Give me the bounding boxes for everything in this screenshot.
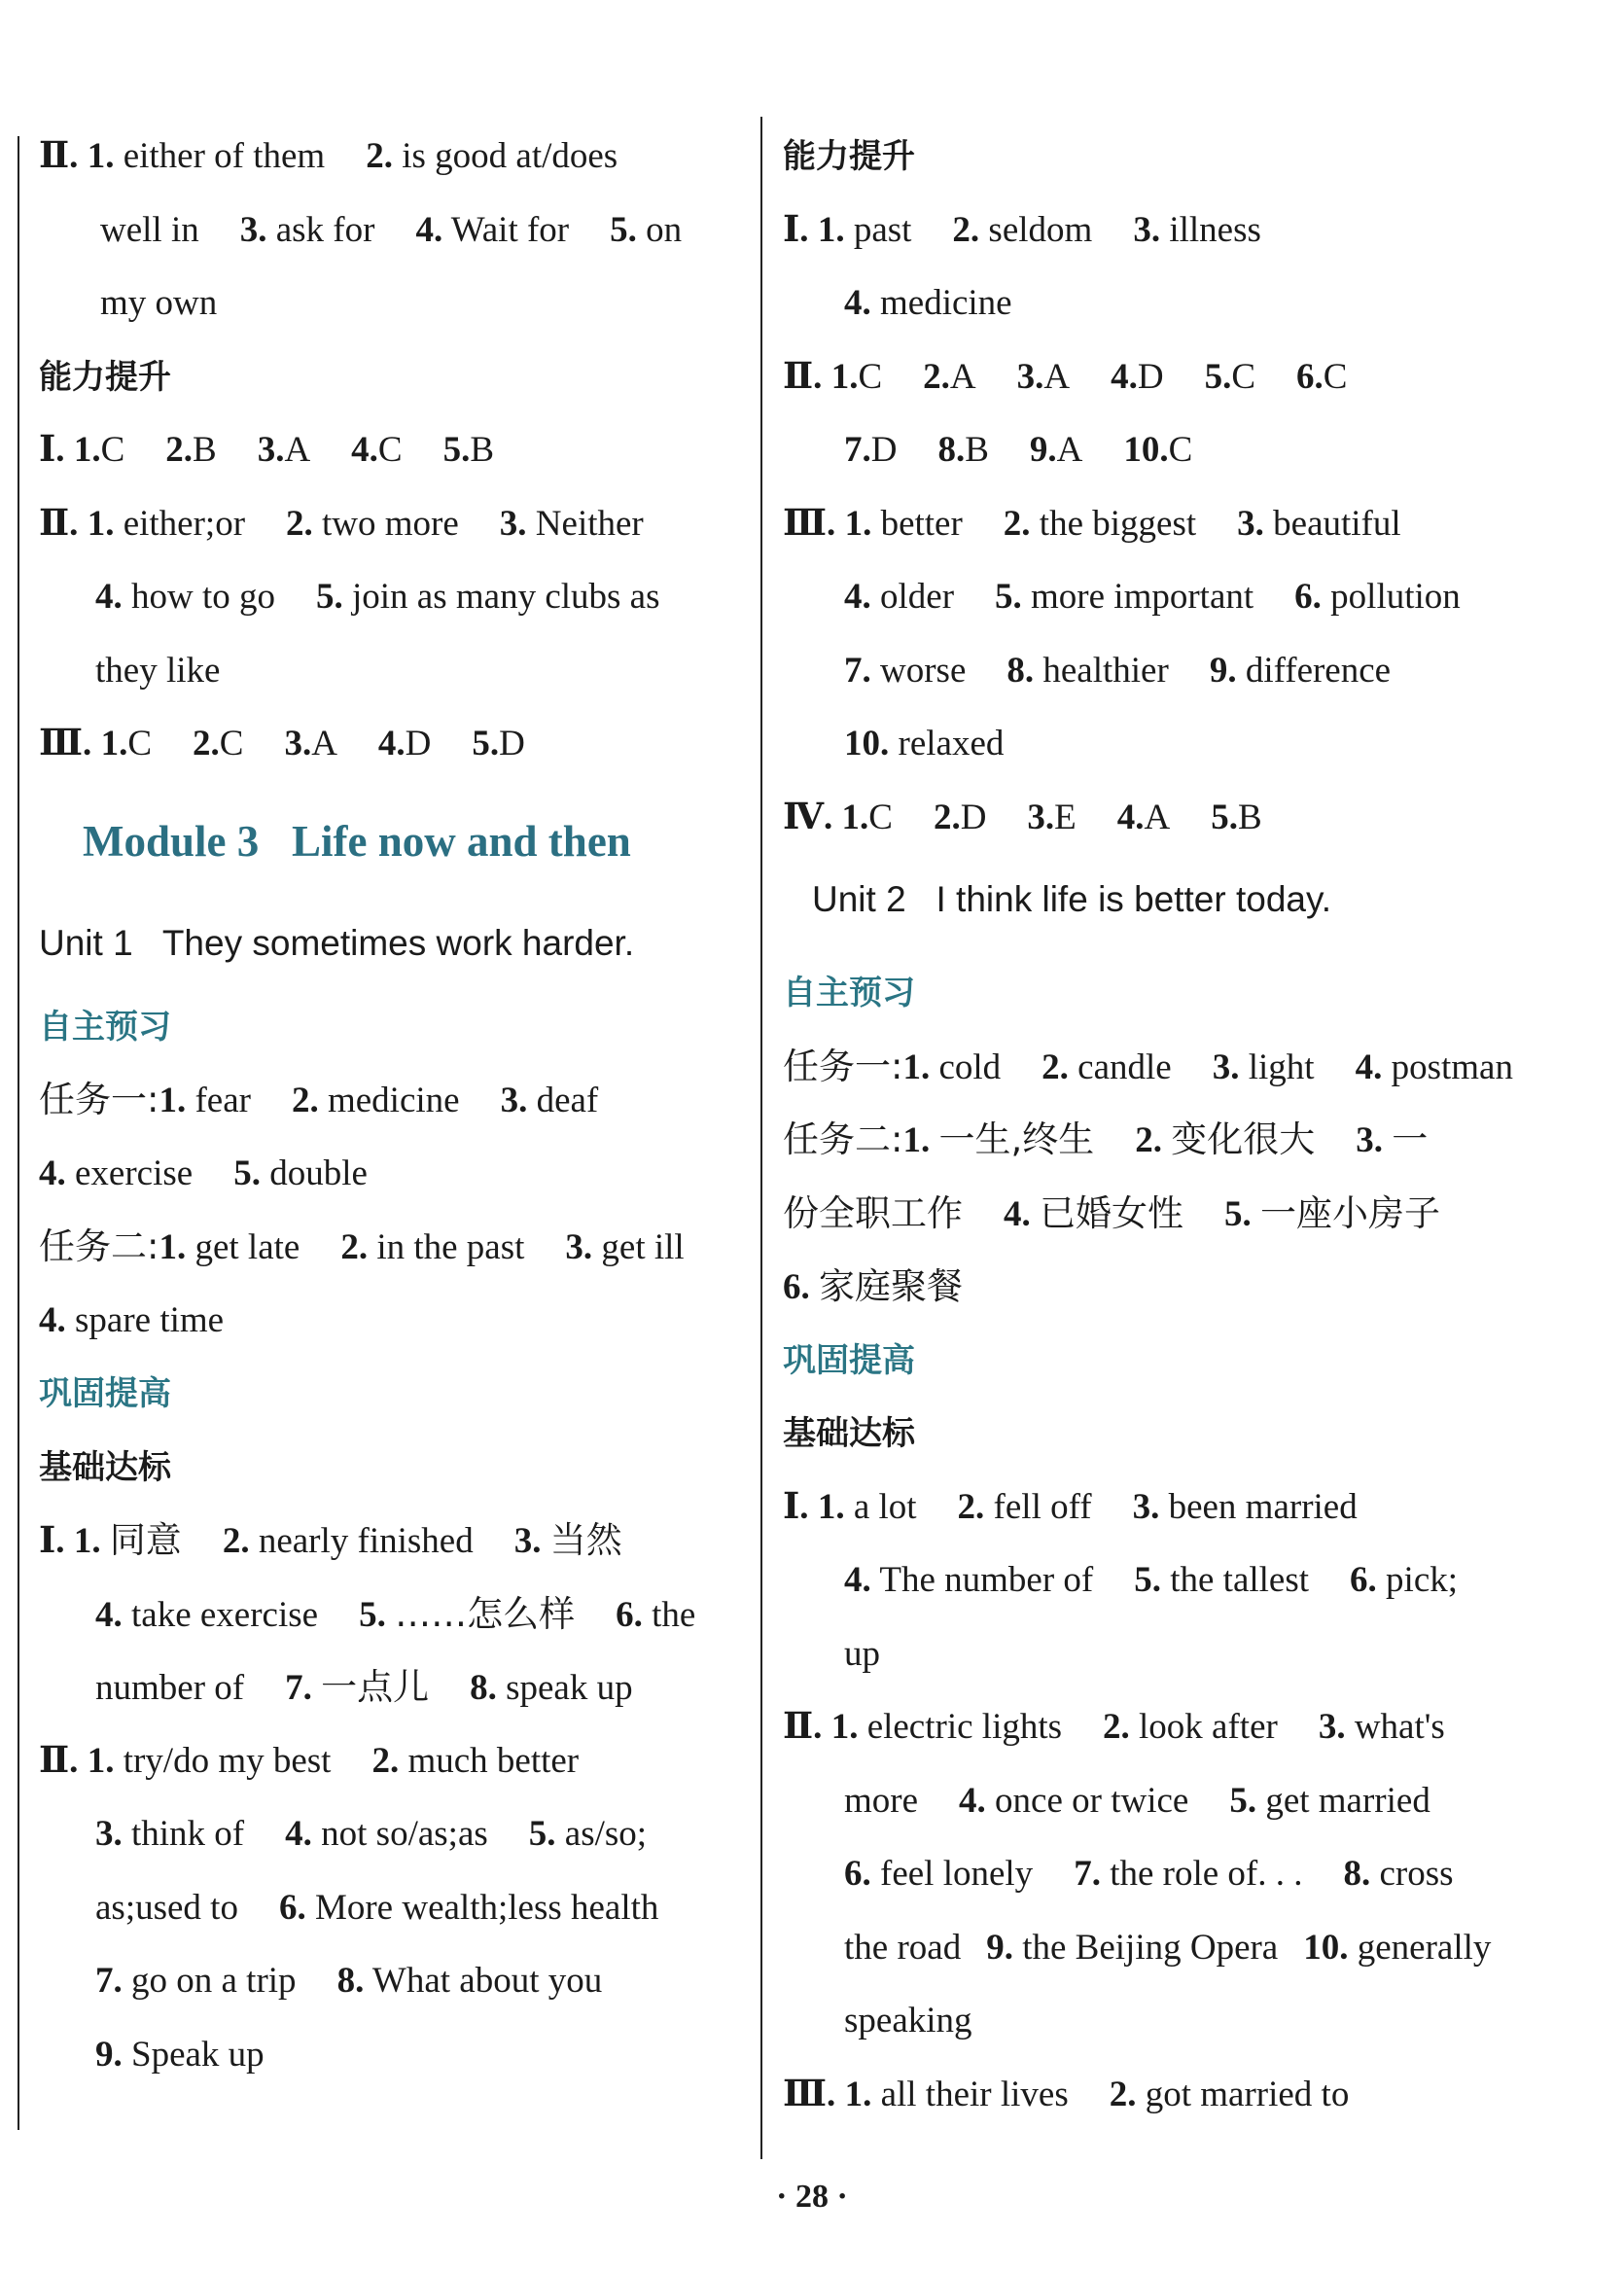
answer-line: my own bbox=[100, 283, 218, 323]
answer-line: Ⅲ. 1. all their lives 2. got married to bbox=[783, 2074, 1350, 2114]
answer-line: speaking bbox=[844, 2001, 972, 2040]
section-heading-consolidate: 巩固提高 bbox=[39, 1374, 171, 1413]
answer-line: 6. feel lonely 7. the role of. . . 8. cross bbox=[844, 1854, 1454, 1894]
section-heading: 能力提升 bbox=[39, 357, 171, 397]
section-heading-preview: 自主预习 bbox=[39, 1007, 171, 1047]
answer-line: more 4. once or twice 5. get married bbox=[844, 1780, 1430, 1821]
answer-line: Ⅲ. 1. better 2. the biggest 3. beautiful bbox=[783, 503, 1401, 544]
answer-line: 6. 家庭聚餐 bbox=[783, 1265, 963, 1307]
unit-title: Unit 1 They sometimes work harder. bbox=[39, 922, 635, 963]
answer-line: 4. spare time bbox=[39, 1299, 225, 1340]
answer-line: as;used to 6. More wealth;less health bbox=[95, 1887, 659, 1928]
left-margin-rule bbox=[18, 136, 19, 2130]
answer-line: 4. The number of 5. the tallest 6. pick; bbox=[844, 1560, 1459, 1600]
section-heading: 能力提升 bbox=[783, 137, 915, 176]
answer-line: 任务二:1. 一生,终生 2. 变化很大 3. 一 bbox=[783, 1118, 1429, 1160]
answer-line: Ⅳ. 1.C 2.D 3.E 4.A 5.B bbox=[783, 797, 1262, 837]
section-heading-basic: 基础达标 bbox=[39, 1447, 171, 1487]
answer-line: 9. Speak up bbox=[95, 2034, 265, 2075]
answer-line: 7. go on a trip 8. What about you bbox=[95, 1961, 603, 2001]
right-column bbox=[783, 136, 1605, 2147]
answer-line: the road 9. the Beijing Opera 10. generally bbox=[844, 1927, 1492, 1968]
answer-line: 任务二:1. get late 2. in the past 3. get ill bbox=[39, 1225, 685, 1267]
answer-line: 份全职工作 4. 已婚女性 5. 一座小房子 bbox=[783, 1191, 1440, 1234]
answer-line: Ⅰ. 1. past 2. seldom 3. illness bbox=[783, 209, 1261, 250]
unit-title: Unit 2 I think life is better today. bbox=[812, 879, 1332, 919]
answer-line: 任务一:1. cold 2. candle 3. light 4. postman bbox=[783, 1045, 1513, 1087]
answer-line: 7. worse 8. healthier 9. difference bbox=[844, 650, 1392, 691]
answer-line: Ⅰ. 1.C 2.B 3.A 4.C 5.B bbox=[39, 430, 495, 470]
answer-line: 4. exercise 5. double bbox=[39, 1153, 368, 1193]
answer-line: 7.D 8.B 9.A 10.C bbox=[844, 430, 1193, 470]
answer-line: 4. take exercise 5. ……怎么样 6. the bbox=[95, 1592, 696, 1635]
answer-line: Ⅱ. 1. try/do my best 2. much better bbox=[39, 1740, 580, 1781]
section-heading-preview: 自主预习 bbox=[783, 974, 915, 1012]
column-divider bbox=[760, 117, 762, 2159]
section-heading-consolidate: 巩固提高 bbox=[783, 1340, 915, 1380]
answer-line: number of 7. 一点儿 8. speak up bbox=[95, 1666, 633, 1708]
answer-line: Ⅰ. 1. a lot 2. fell off 3. been married bbox=[783, 1486, 1358, 1527]
answer-line: 4. older 5. more important 6. pollution bbox=[844, 577, 1461, 617]
answer-line: 10. relaxed bbox=[844, 724, 1005, 763]
answer-line: 4. medicine bbox=[844, 283, 1012, 323]
page-number: · 28 · bbox=[776, 2179, 848, 2215]
answer-line: 4. how to go 5. join as many clubs as bbox=[95, 577, 660, 617]
left-column bbox=[39, 136, 754, 2108]
answer-line: Ⅲ. 1.C 2.C 3.A 4.D 5.D bbox=[39, 724, 525, 763]
answer-line: Ⅱ. 1. electric lights 2. look after 3. what's bbox=[783, 1707, 1445, 1747]
answer-line: they like bbox=[95, 650, 221, 691]
roman-numeral: Ⅱ. bbox=[39, 136, 79, 176]
answer-line: Ⅰ. 1. 同意 2. nearly finished 3. 当然 bbox=[39, 1519, 622, 1561]
answer-line: 任务一:1. fear 2. medicine 3. deaf bbox=[39, 1079, 599, 1120]
answer-line: Ⅱ. 1. either of them 2. is good at/does bbox=[39, 136, 618, 176]
answer-line: well in 3. ask for 4. Wait for 5. on bbox=[100, 209, 683, 250]
answer-line: Ⅱ. 1.C 2.A 3.A 4.D 5.C 6.C bbox=[783, 356, 1348, 397]
section-heading-basic: 基础达标 bbox=[783, 1414, 915, 1453]
answer-line: Ⅱ. 1. either;or 2. two more 3. Neither bbox=[39, 503, 644, 544]
answer-line: up bbox=[844, 1633, 880, 1674]
module-title: Module 3 Life now and then bbox=[83, 816, 631, 866]
answer-line: 3. think of 4. not so/as;as 5. as/so; bbox=[95, 1814, 648, 1854]
